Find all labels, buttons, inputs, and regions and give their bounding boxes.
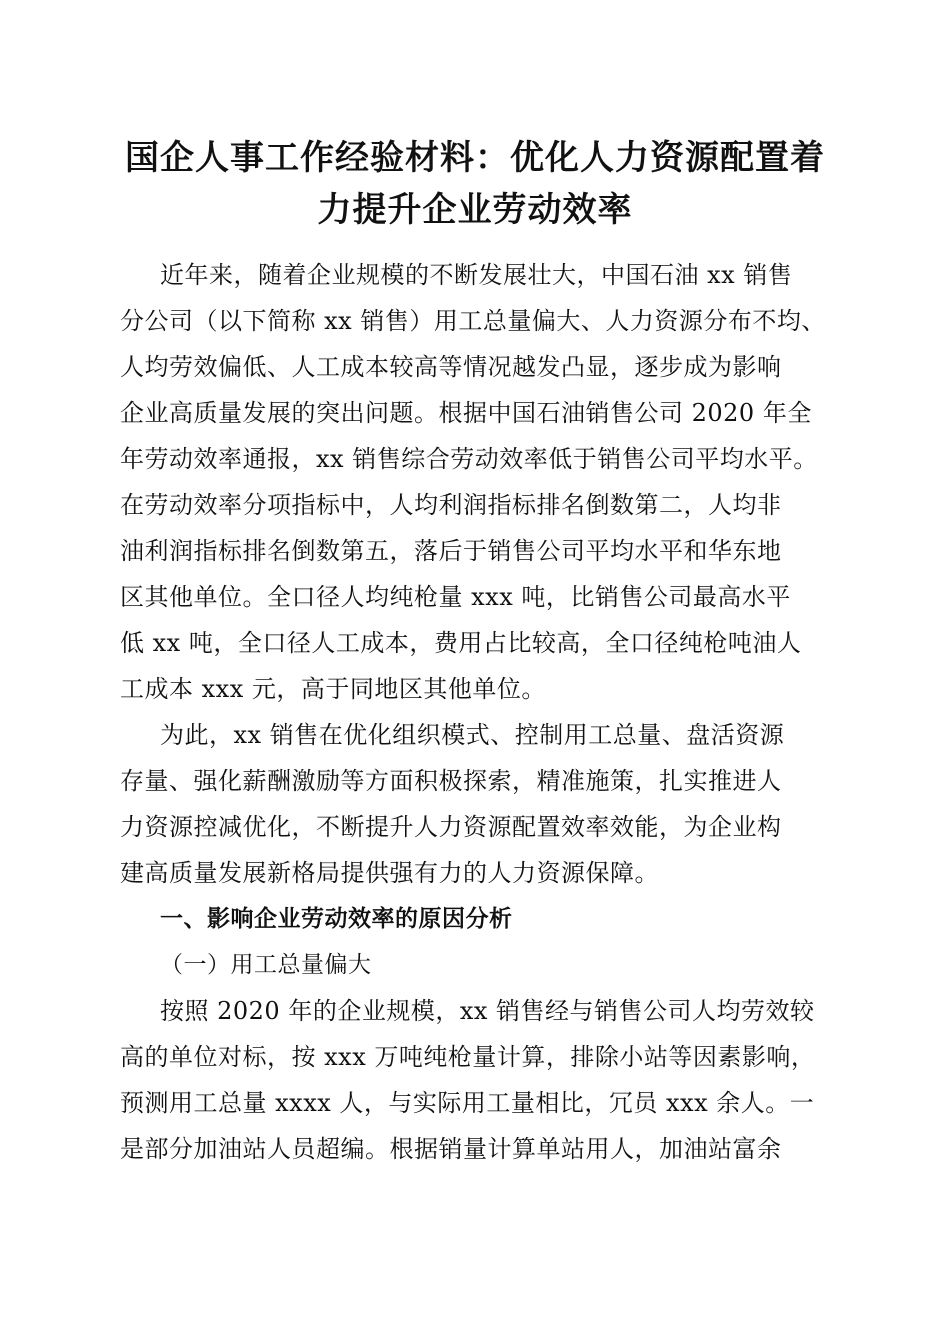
subsection-heading-1: （一）用工总量偏大: [160, 952, 372, 978]
paragraph-1-line-8: 区其他单位。全口径人均纯枪量 xxx 吨，比销售公司最高水平: [120, 583, 791, 611]
paragraph-1-line-2: 分公司（以下简称 xx 销售）用工总量偏大、人力资源分布不均、: [120, 307, 826, 335]
paragraph-3-line-3: 预测用工总量 xxxx 人，与实际用工量相比，冗员 xxx 余人。一: [120, 1089, 815, 1117]
paragraph-3-line-4: 是部分加油站人员超编。根据销量计算单站用人，加油站富余: [120, 1135, 782, 1163]
paragraph-2-line-3: 力资源控减优化，不断提升人力资源配置效率效能，为企业构: [120, 813, 782, 841]
paragraph-1-line-4: 企业高质量发展的突出问题。根据中国石油销售公司 2020 年全: [120, 399, 812, 427]
document-title: [110, 132, 840, 236]
paragraph-3-line-1: 按照 2020 年的企业规模，xx 销售经与销售公司人均劳效较: [160, 997, 815, 1025]
paragraph-1-line-1: 近年来，随着企业规模的不断发展壮大，中国石油 xx 销售: [160, 261, 793, 289]
document-body: [120, 252, 840, 1172]
title-line-1: 国企人事工作经验材料：优化人力资源配置着: [125, 138, 825, 178]
paragraph-1-line-6: 在劳动效率分项指标中，人均利润指标排名倒数第二，人均非: [120, 491, 782, 519]
paragraph-3-line-2: 高的单位对标，按 xxx 万吨纯枪量计算，排除小站等因素影响，: [120, 1043, 816, 1071]
paragraph-1-line-7: 油利润指标排名倒数第五，落后于销售公司平均水平和华东地: [120, 537, 782, 565]
paragraph-1-line-9: 低 xx 吨，全口径人工成本，费用占比较高，全口径纯枪吨油人: [120, 629, 802, 657]
paragraph-1-line-5: 年劳动效率通报，xx 销售综合劳动效率低于销售公司平均水平。: [120, 445, 818, 473]
title-line-2: 力提升企业劳动效率: [317, 190, 633, 230]
paragraph-1-line-3: 人均劳效偏低、人工成本较高等情况越发凸显，逐步成为影响: [120, 353, 782, 381]
paragraph-1-line-10: 工成本 xxx 元，高于同地区其他单位。: [120, 675, 546, 703]
paragraph-2-line-1: 为此，xx 销售在优化组织模式、控制用工总量、盘活资源: [160, 721, 785, 749]
section-heading-1: 一、影响企业劳动效率的原因分析: [160, 906, 513, 932]
paragraph-2-line-4: 建高质量发展新格局提供强有力的人力资源保障。: [120, 859, 659, 887]
paragraph-2-line-2: 存量、强化薪酬激励等方面积极探索，精准施策，扎实推进人: [120, 767, 782, 795]
